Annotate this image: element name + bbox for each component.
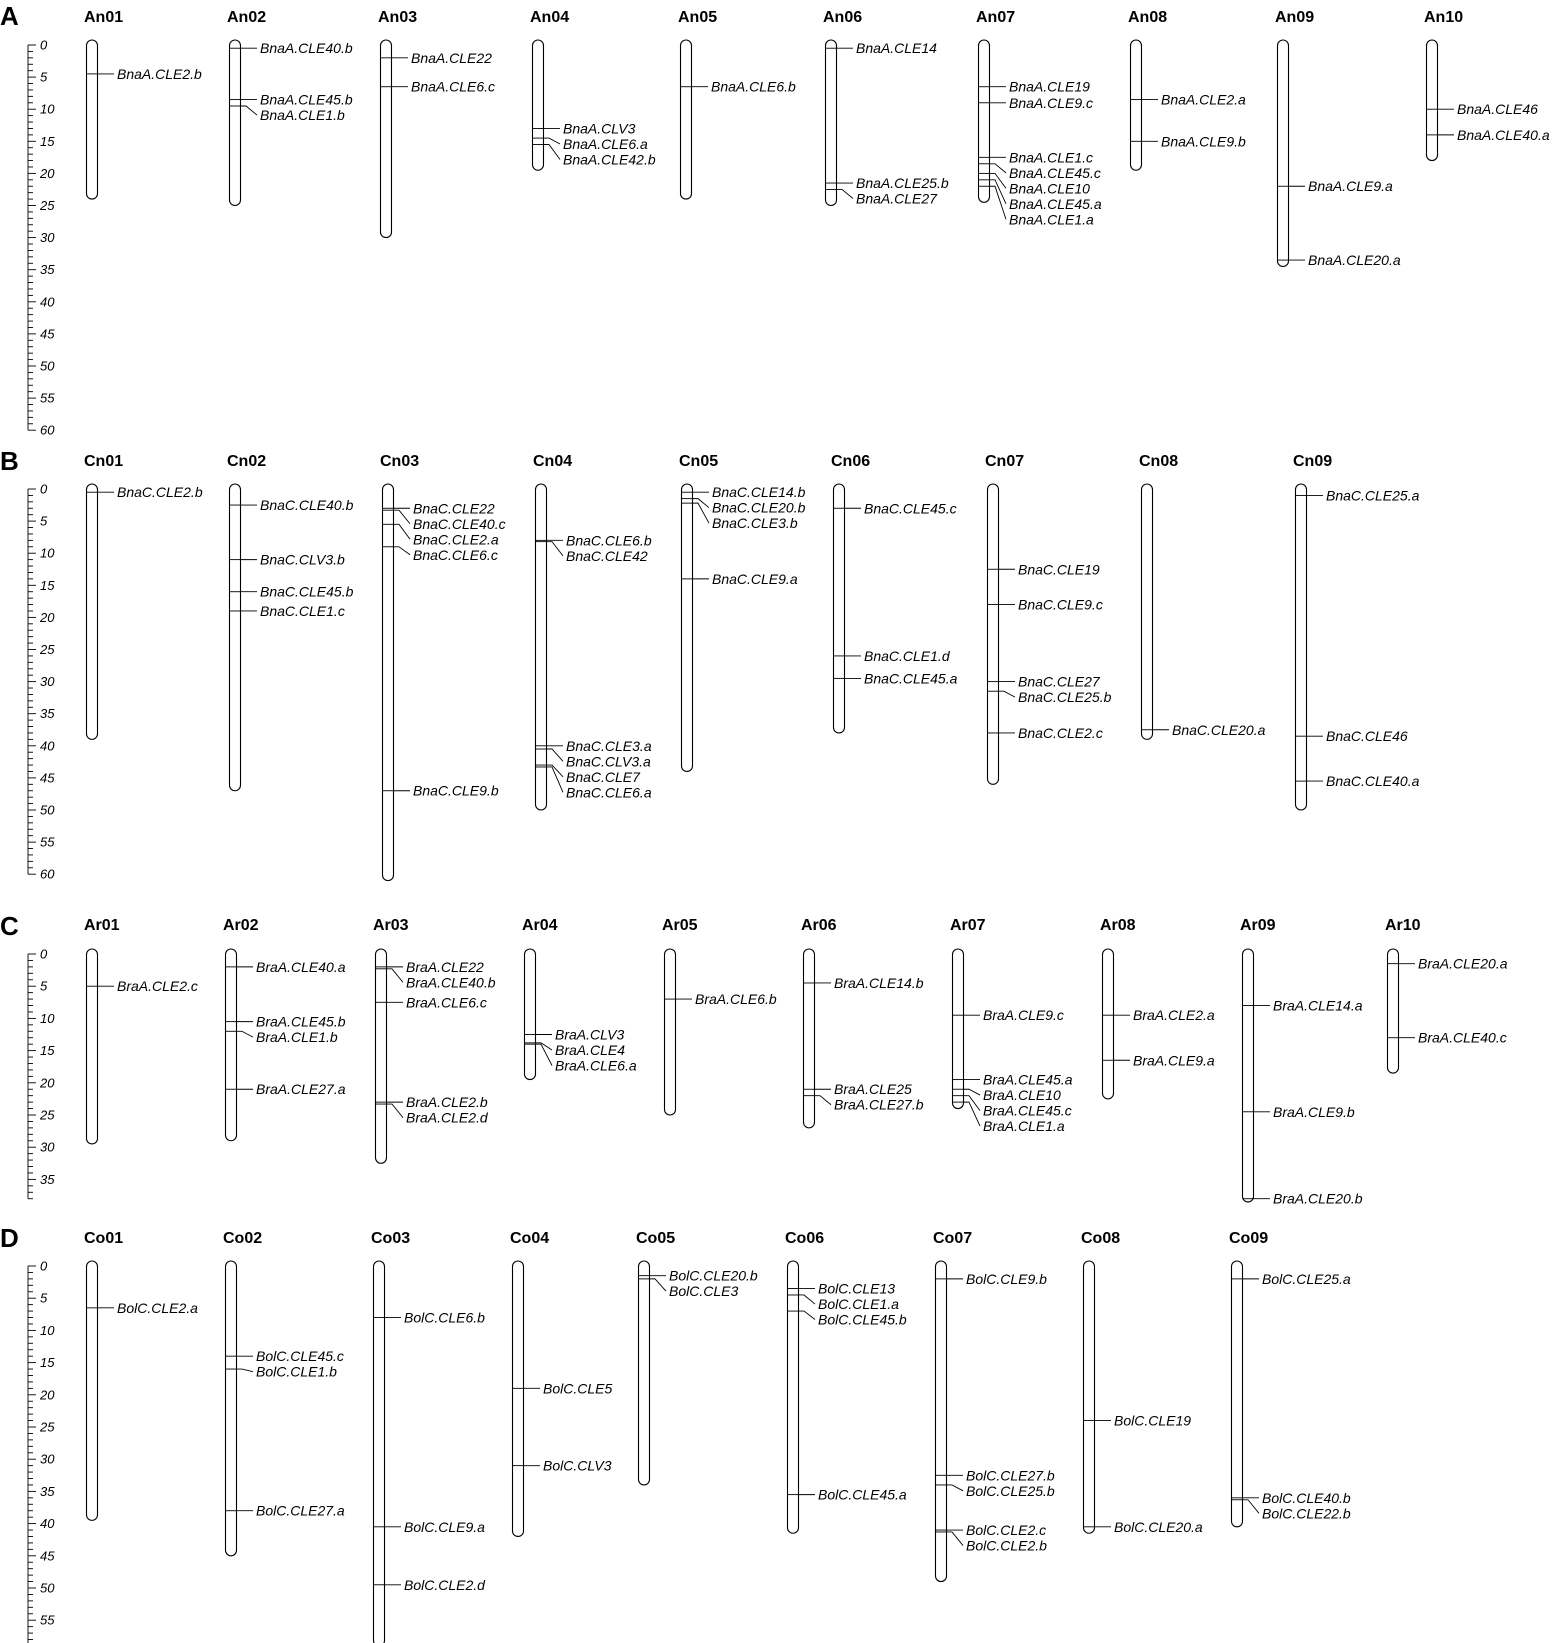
gene-connector — [990, 164, 1007, 173]
chromosome-body — [788, 1261, 799, 1533]
ruler-tick-label: 45 — [40, 326, 55, 342]
chromosome-body — [525, 949, 536, 1080]
ruler-tick-label: 5 — [40, 513, 48, 529]
ruler-tick-label: 0 — [40, 1258, 48, 1274]
gene-connector — [387, 1104, 404, 1118]
gene-label: BraA.CLE2.b — [406, 1094, 488, 1111]
gene-label: BraA.CLE1.b — [256, 1029, 338, 1046]
gene-label: BraA.CLE1.a — [983, 1118, 1065, 1135]
chromosome-body — [953, 949, 964, 1109]
panel-letter: D — [0, 1223, 19, 1253]
gene-label: BnaC.CLE7 — [566, 768, 640, 785]
gene-label: BnaC.CLE20.a — [1172, 721, 1266, 738]
ruler-tick-label: 30 — [40, 674, 55, 690]
gene-label: BnaC.CLE3.a — [566, 737, 652, 754]
gene-label: BraA.CLE4 — [555, 1042, 626, 1058]
ruler-tick-label: 55 — [40, 1612, 55, 1628]
gene-connector — [547, 749, 564, 761]
ruler-tick-label: 25 — [40, 1419, 55, 1435]
chromosome-name: Ar10 — [1385, 917, 1421, 934]
gene-label: BolC.CLE13 — [818, 1280, 896, 1297]
gene-label: BnaA.CLE45.c — [1009, 164, 1101, 181]
chromosome-name: Ar09 — [1240, 917, 1276, 934]
gene-connector — [547, 542, 564, 556]
gene-connector — [999, 691, 1016, 697]
gene-label: BolC.CLE6.b — [404, 1309, 485, 1326]
panel-letter: A — [0, 1, 19, 31]
gene-label: BolC.CLE20.b — [669, 1267, 758, 1284]
ruler-tick-label: 10 — [40, 101, 55, 117]
chromosome-body — [988, 484, 999, 784]
gene-label: BolC.CLE9.a — [404, 1518, 485, 1535]
chromosome-body — [804, 949, 815, 1128]
chromosome-name: Co02 — [223, 1230, 263, 1247]
gene-label: BolC.CLE1.b — [256, 1363, 337, 1380]
ruler-tick-label: 0 — [40, 481, 48, 497]
gene-label: BraA.CLE2.c — [117, 978, 198, 995]
gene-label: BnaC.CLE1.c — [260, 602, 345, 619]
ruler-tick-label: 25 — [40, 642, 55, 657]
chromosome-body — [536, 484, 547, 810]
gene-label: BnaA.CLE20.a — [1308, 252, 1401, 269]
gene-connector — [547, 767, 564, 792]
gene-label: BraA.CLE40.a — [256, 958, 346, 975]
ruler-tick-label: 20 — [40, 1387, 55, 1403]
gene-connector — [237, 1031, 254, 1037]
gene-label: BolC.CLE2.d — [404, 1576, 485, 1593]
gene-label: BnaA.CLE6.b — [711, 78, 796, 95]
gene-connector — [237, 1369, 254, 1372]
chromosome-name: An03 — [378, 9, 418, 26]
gene-connector — [964, 1102, 981, 1126]
ruler-tick-label: 45 — [40, 1548, 55, 1564]
chromosome-body — [381, 40, 392, 238]
chromosome-name: Ar01 — [84, 917, 120, 934]
panel-letter: C — [0, 911, 19, 941]
gene-label: BolC.CLV3 — [543, 1457, 612, 1474]
ruler-tick-label: 20 — [40, 609, 55, 625]
gene-label: BnaA.CLE1.a — [1009, 211, 1094, 228]
chromosome-name: Cn03 — [380, 453, 420, 470]
chromosome-name: An02 — [227, 9, 267, 26]
ruler-tick-label: 20 — [40, 1075, 55, 1091]
chromosome-name: Cn04 — [533, 453, 573, 470]
chromosome-name: Ar02 — [223, 917, 259, 934]
ruler-tick-label: 15 — [40, 133, 55, 149]
chromosome-name: Co07 — [933, 1230, 973, 1247]
ruler-tick-label: 55 — [40, 390, 55, 406]
chromosome-name: Cn07 — [985, 453, 1025, 470]
gene-label: BnaC.CLE9.c — [1018, 596, 1103, 613]
chromosome-body — [374, 1261, 385, 1643]
ruler-tick-label: 40 — [40, 1516, 55, 1532]
gene-label: BnaC.CLE25.a — [1326, 487, 1420, 504]
gene-label: BnaC.CLE9.a — [712, 570, 798, 587]
gene-label: BraA.CLV3 — [555, 1026, 625, 1043]
ruler-tick-label: 20 — [40, 165, 55, 181]
gene-label: BnaC.CLE2.c — [1018, 724, 1103, 741]
chromosome-body — [226, 1261, 237, 1556]
gene-label: BnaC.CLE3.b — [712, 515, 798, 532]
gene-label: BolC.CLE40.b — [1262, 1489, 1351, 1506]
gene-connector — [947, 1485, 964, 1491]
chromosome-body — [533, 40, 544, 170]
chromosome-body — [681, 40, 692, 199]
gene-label: BnaC.CLE40.c — [413, 515, 506, 532]
gene-label: BraA.CLE14.b — [834, 974, 924, 991]
chromosome-body — [1142, 484, 1153, 739]
chromosome-body — [826, 40, 837, 206]
chromosome-name: An07 — [976, 9, 1016, 26]
panel-letter: B — [0, 446, 19, 476]
ruler-tick-label: 60 — [40, 422, 55, 438]
gene-connector — [837, 189, 854, 198]
ruler-tick-label: 10 — [40, 1322, 55, 1338]
gene-label: BnaA.CLE9.a — [1308, 178, 1393, 195]
gene-label: BnaC.CLV3.b — [260, 551, 345, 568]
ruler-tick-label: 25 — [40, 198, 55, 213]
ruler-tick-label: 40 — [40, 738, 55, 754]
gene-label: BnaA.CLE45.a — [1009, 195, 1102, 212]
chromosome-name: An10 — [1424, 9, 1464, 26]
gene-label: BnaA.CLE9.c — [1009, 94, 1094, 111]
gene-label: BraA.CLE2.a — [1133, 1007, 1215, 1024]
gene-label: BnaA.CLE9.b — [1161, 133, 1246, 150]
chromosome-name: Co09 — [1229, 1230, 1269, 1247]
gene-label: BnaC.CLE22 — [413, 500, 495, 517]
gene-connector — [394, 510, 411, 524]
ruler-tick-label: 15 — [40, 1043, 55, 1059]
ruler-tick-label: 0 — [40, 37, 48, 53]
gene-label: BraA.CLE45.b — [256, 1013, 346, 1030]
chromosome-name: Cn01 — [84, 453, 124, 470]
gene-label: BnaA.CLE46 — [1457, 101, 1538, 118]
gene-connector — [544, 145, 561, 160]
gene-label: BolC.CLE5 — [543, 1380, 613, 1397]
gene-label: BnaC.CLE6.c — [413, 546, 498, 563]
gene-connector — [241, 106, 258, 115]
chromosome-name: An06 — [823, 9, 863, 26]
gene-label: BraA.CLE45.a — [983, 1071, 1073, 1088]
gene-label: BnaC.CLE14.b — [712, 484, 806, 501]
gene-label: BolC.CLE2.b — [966, 1537, 1047, 1554]
gene-label: BraA.CLE40.b — [406, 974, 496, 991]
gene-label: BolC.CLE27.a — [256, 1502, 345, 1519]
gene-label: BnaA.CLE6.a — [563, 135, 648, 152]
ruler-tick-label: 45 — [40, 770, 55, 786]
chromosome-name: Cn09 — [1293, 453, 1333, 470]
chromosome-body — [87, 40, 98, 199]
gene-label: BnaC.CLE46 — [1326, 728, 1408, 745]
chromosome-body — [834, 484, 845, 733]
ruler-tick-label: 60 — [40, 866, 55, 882]
ruler-tick-label: 50 — [40, 802, 55, 818]
gene-label: BnaA.CLE2.a — [1161, 91, 1246, 108]
chromosome-body — [1388, 949, 1399, 1073]
gene-label: BnaA.CLE22 — [411, 49, 492, 66]
gene-label: BraA.CLE6.a — [555, 1057, 637, 1074]
ruler-tick-label: 5 — [40, 69, 48, 85]
chromosome-body — [979, 40, 990, 202]
gene-label: BolC.CLE2.c — [966, 1522, 1047, 1539]
gene-label: BnaC.CLE45.b — [260, 583, 354, 600]
chromosome-body — [1243, 949, 1254, 1202]
ruler-tick-label: 10 — [40, 545, 55, 561]
gene-connector — [799, 1295, 816, 1304]
gene-connector — [387, 969, 404, 983]
chromosome-body — [87, 1261, 98, 1520]
gene-connector — [536, 1044, 553, 1065]
gene-connector — [815, 1096, 832, 1105]
gene-label: BnaA.CLE40.a — [1457, 126, 1550, 143]
ruler-tick-label: 5 — [40, 978, 48, 994]
gene-label: BraA.CLE45.c — [983, 1102, 1072, 1119]
chromosome-name: Ar07 — [950, 917, 986, 934]
gene-label: BolC.CLE1.a — [818, 1296, 899, 1313]
ruler-tick-label: 25 — [40, 1107, 55, 1123]
ruler-tick-label: 15 — [40, 577, 55, 593]
gene-label: BraA.CLE20.b — [1273, 1190, 1363, 1207]
ruler-tick-label: 30 — [40, 1451, 55, 1467]
gene-label: BnaA.CLE6.c — [411, 78, 496, 95]
chromosome-name: An08 — [1128, 9, 1168, 26]
ruler-tick-label: 0 — [40, 946, 48, 962]
gene-label: BnaC.CLE2.b — [117, 484, 203, 501]
gene-label: BnaC.CLE6.b — [566, 532, 652, 549]
gene-label: BnaA.CLE1.b — [260, 107, 345, 124]
gene-label: BolC.CLE20.a — [1114, 1518, 1203, 1535]
gene-label: BraA.CLE27.a — [256, 1081, 346, 1098]
chromosome-body — [513, 1261, 524, 1536]
chromosome-body — [936, 1261, 947, 1582]
gene-label: BraA.CLE20.a — [1418, 955, 1508, 972]
ruler-tick-label: 35 — [40, 1171, 55, 1187]
ruler-tick-label: 30 — [40, 230, 55, 246]
ruler-tick-label: 50 — [40, 358, 55, 374]
gene-label: BnaC.CLE9.b — [413, 782, 499, 799]
chromosome-name: Co05 — [636, 1230, 676, 1247]
gene-connector — [650, 1279, 667, 1291]
chromosome-body — [230, 40, 241, 206]
chromosome-body — [226, 949, 237, 1141]
gene-connector — [964, 1089, 981, 1095]
ruler-tick-label: 35 — [40, 1483, 55, 1499]
chromosome-body — [1232, 1261, 1243, 1527]
gene-label: BolC.CLE22.b — [1262, 1505, 1351, 1522]
gene-label: BraA.CLE22 — [406, 958, 484, 975]
ruler-tick-label: 30 — [40, 1139, 55, 1155]
ruler-tick-label: 40 — [40, 294, 55, 310]
chromosome-name: Cn02 — [227, 453, 267, 470]
chromosome-name: Ar08 — [1100, 917, 1136, 934]
chromosome-name: An04 — [530, 9, 570, 26]
chromosome-name: Co01 — [84, 1230, 124, 1247]
chromosome-name: Cn06 — [831, 453, 871, 470]
gene-label: BnaC.CLE1.d — [864, 647, 950, 664]
gene-label: BnaC.CLE42 — [566, 547, 648, 564]
chromosome-name: Co03 — [371, 1230, 411, 1247]
gene-label: BnaC.CLE40.b — [260, 497, 354, 514]
chromosome-name: Ar04 — [522, 917, 558, 934]
gene-label: BnaC.CLE2.a — [413, 531, 499, 548]
gene-label: BnaA.CLE25.b — [856, 175, 949, 192]
gene-label: BolC.CLE9.b — [966, 1270, 1047, 1287]
gene-label: BnaA.CLE19 — [1009, 78, 1090, 95]
ruler-tick-label: 55 — [40, 834, 55, 850]
gene-label: BolC.CLE19 — [1114, 1412, 1192, 1429]
gene-connector — [990, 186, 1007, 219]
chromosome-name: Ar05 — [662, 917, 698, 934]
chromosome-body — [1427, 40, 1438, 161]
chromosome-body — [230, 484, 241, 791]
chromosome-body — [639, 1261, 650, 1485]
gene-connector — [394, 547, 411, 555]
gene-connector — [544, 138, 561, 144]
gene-label: BraA.CLE27.b — [834, 1096, 924, 1113]
gene-connector — [394, 524, 411, 539]
gene-label: BnaC.CLE20.b — [712, 499, 806, 516]
gene-connector — [1243, 1500, 1260, 1514]
chromosome-name: Co08 — [1081, 1230, 1121, 1247]
chromosome-body — [665, 949, 676, 1115]
gene-label: BnaA.CLE27 — [856, 190, 937, 207]
chromosome-name: Cn08 — [1139, 453, 1179, 470]
ruler-tick-label: 50 — [40, 1580, 55, 1596]
gene-label: BolC.CLE27.b — [966, 1467, 1055, 1484]
gene-label: BolC.CLE25.b — [966, 1482, 1055, 1499]
chromosome-body — [1103, 949, 1114, 1099]
chromosome-name: An09 — [1275, 9, 1315, 26]
chromosome-name: Co06 — [785, 1230, 825, 1247]
chromosome-body — [682, 484, 693, 771]
gene-label: BraA.CLE14.a — [1273, 997, 1363, 1014]
chromosome-body — [1084, 1261, 1095, 1533]
chromosome-body — [1296, 484, 1307, 810]
gene-label: BolC.CLE45.b — [818, 1311, 907, 1328]
chromosome-body — [376, 949, 387, 1163]
gene-label: BnaA.CLV3 — [563, 120, 636, 137]
gene-label: BolC.CLE2.a — [117, 1299, 198, 1316]
gene-connector — [990, 180, 1007, 204]
gene-label: BraA.CLE25 — [834, 1081, 912, 1098]
gene-label: BnaC.CLE27 — [1018, 673, 1100, 690]
gene-label: BraA.CLE9.b — [1273, 1103, 1355, 1120]
gene-label: BnaA.CLE1.c — [1009, 149, 1094, 166]
gene-label: BnaC.CLE45.a — [864, 670, 958, 687]
gene-connector — [799, 1311, 816, 1319]
chromosome-name: Ar06 — [801, 917, 837, 934]
chromosome-name: An01 — [84, 9, 124, 26]
gene-label: BraA.CLE9.a — [1133, 1052, 1215, 1069]
gene-label: BnaA.CLE42.b — [563, 151, 656, 168]
gene-label: BnaC.CLE25.b — [1018, 689, 1112, 706]
chromosome-name: Ar03 — [373, 917, 409, 934]
chromosome-name: Cn05 — [679, 453, 719, 470]
gene-label: BolC.CLE3 — [669, 1283, 739, 1300]
gene-label: BolC.CLE45.c — [256, 1348, 344, 1365]
ruler-tick-label: 10 — [40, 1010, 55, 1026]
gene-label: BolC.CLE25.a — [1262, 1270, 1351, 1287]
ruler-tick-label: 35 — [40, 706, 55, 722]
gene-label: BnaC.CLE45.c — [864, 500, 957, 517]
ruler-tick-label: 35 — [40, 262, 55, 278]
gene-label: BraA.CLE9.c — [983, 1007, 1064, 1024]
gene-label: BnaC.CLE19 — [1018, 561, 1100, 578]
ruler-tick-label: 5 — [40, 1290, 48, 1306]
gene-label: BnaC.CLE40.a — [1326, 773, 1420, 790]
gene-label: BnaA.CLE10 — [1009, 180, 1090, 197]
gene-label: BnaA.CLE2.b — [117, 65, 202, 82]
gene-label: BnaA.CLE14 — [856, 40, 937, 57]
chromosome-name: An05 — [678, 9, 718, 26]
gene-label: BolC.CLE45.a — [818, 1486, 907, 1503]
gene-label: BnaA.CLE45.b — [260, 91, 353, 108]
gene-label: BnaC.CLE6.a — [566, 784, 652, 801]
chromosome-body — [383, 484, 394, 881]
gene-label: BraA.CLE6.b — [695, 991, 777, 1008]
chromosome-body — [87, 484, 98, 739]
gene-label: BnaA.CLE40.b — [260, 40, 353, 57]
gene-label: BraA.CLE40.c — [1418, 1029, 1507, 1046]
gene-label: BraA.CLE10 — [983, 1087, 1061, 1104]
chromosome-body — [87, 949, 98, 1144]
chromosome-body — [1278, 40, 1289, 266]
gene-label: BraA.CLE2.d — [406, 1109, 488, 1126]
gene-label: BnaC.CLV3.a — [566, 753, 651, 770]
chromosome-body — [1131, 40, 1142, 170]
chromosome-name: Co04 — [510, 1230, 550, 1247]
ruler-tick-label: 15 — [40, 1355, 55, 1371]
gene-label: BraA.CLE6.c — [406, 994, 487, 1011]
gene-connector — [947, 1532, 964, 1546]
